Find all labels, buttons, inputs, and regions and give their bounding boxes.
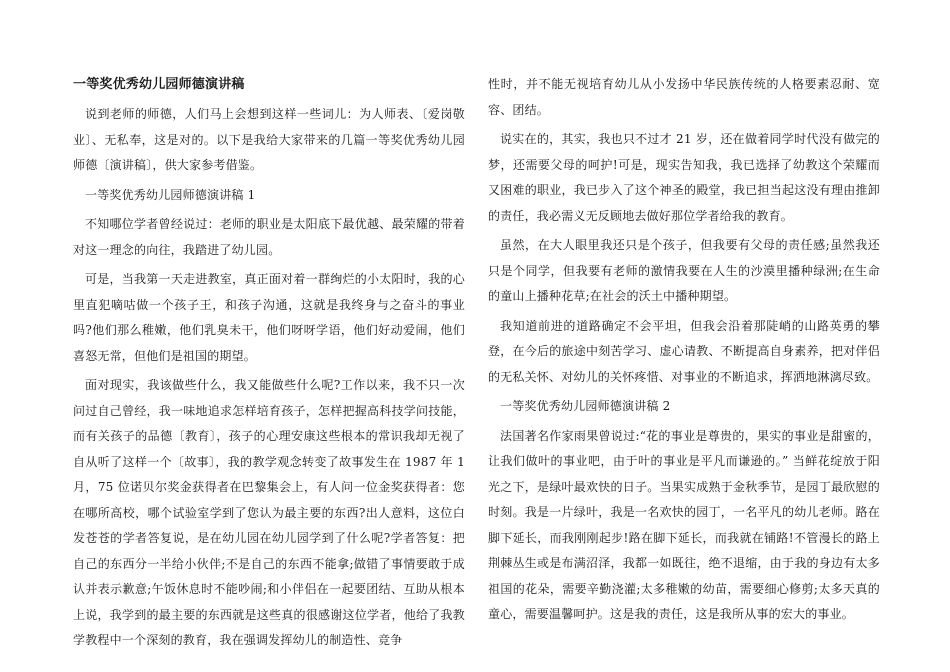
- body-paragraph: 不知哪位学者曾经说过：老师的职业是太阳底下最优越、最荣耀的带着对这一理念的向往，我踏进了幼儿园。: [73, 217, 465, 257]
- body-paragraph: 面对现实，我该做些什么，我又能做些什么呢?工作以来，我不只一次问过自己曾经，我一味地追求怎样培育孩子，怎样把握高科技学问技能，而有关孩子的品德〔教育〕，孩子的心理安康这些根本的常识我却无视了自从听了这样一个〔故事〕，我的教学观念转变了故事发生在 1987 年 1 月，75 位诺贝尔奖金获得者在巴黎集会上，有人问一位金奖获得者：您在哪所高校，哪个试验室学到了您认为最主要的东西?出人意料，这位白发苍苍的学者答复说，是在幼儿园在幼儿园学到了什么呢?学者答复：把自己的东西分一半给小伙伴;不是自己的东西不能拿;做错了事情要敢于成认并表示歉意;午饭休息时不能吵闹;和小伴侣在一起要团结、互助从根本上说，我学到的最主要的东西就是这些真的很感谢这位学者，他给了我教学教程中一个深刻的教育，我在强调发挥幼儿的制造性、竞争: [73, 378, 465, 647]
- left-column: [73, 72, 465, 658]
- section-heading-2: 一等奖优秀幼儿园师德演讲稿 2: [500, 399, 671, 413]
- body-paragraph: 法国著名作家雨果曾说过:“花的事业是尊贵的，果实的事业是甜蜜的，让我们做叶的事业吧，由于叶的事业是平凡而谦逊的。” 当鲜花绽放于阳光之下，是绿叶最欢快的日子。当果实成熟于金秋季节，是园丁最欣慰的时刻。我是一片绿叶，我是一名欢快的园丁，一名平凡的幼儿老师。路在脚下延长，而我刚刚起步!路在脚下延长，而我就在铺路!不管漫长的路上荆棘丛生或是布满沼泽，我都一如既往，绝不退缩，由于我的身边有太多祖国的花朵，需要辛勤浇灌;太多稚嫩的幼苗，需要细心修剪;太多天真的童心，需要温馨呵护。这是我的责任，这是我所从事的宏大的事业。: [488, 428, 880, 621]
- body-paragraph: 可是，当我第一天走进教室，真正面对着一群绚烂的小太阳时，我的心里直犯嘀咕做一个孩子王，和孩子沟通，这就是我终身与之奋斗的事业吗?他们那么稚嫩，他们乳臭未干，他们呀呀学语，他们好动爱闹，他们喜怒无常，但他们是祖国的期望。: [73, 272, 465, 363]
- intro-paragraph: 说到老师的师德，人们马上会想到这样一些词儿：为人师表、〔爱岗敬业〕、无私奉，这是对的。以下是我给大家带来的几篇一等奖优秀幼儿园师德〔演讲稿〕，供大家参考借鉴。: [73, 107, 465, 172]
- body-paragraph: 说实在的，其实，我也只不过才 21 岁，还在做着同学时代没有做完的梦，还需要父母的呵护!可是，现实告知我，我已选择了幼教这个荣耀而又困难的职业，我已步入了这个神圣的殿堂，我已担当起这没有理由推卸的责任，我必需义无反顾地去做好那位学者给我的教育。: [488, 132, 880, 223]
- document-title: 一等奖优秀幼儿园师德演讲稿: [73, 77, 245, 92]
- right-column: [488, 72, 880, 632]
- section-heading-1: 一等奖优秀幼儿园师德演讲稿 1: [85, 187, 256, 202]
- body-paragraph-continued: 性时，并不能无视培育幼儿从小发扬中华民族传统的人格要素忍耐、宽容、团结。: [488, 77, 880, 117]
- body-paragraph: 虽然，在大人眼里我还只是个孩子，但我要有父母的责任感;虽然我还只是个同学，但我要有老师的激情我要在人生的沙漠里播种绿洲;在生命的童山上播种花草;在社会的沃土中播种期望。: [488, 238, 880, 303]
- body-paragraph: 我知道前进的道路确定不会平坦，但我会沿着那陡峭的山路英勇的攀登，在今后的旅途中刻苦学习、虚心请教、不断提高自身素养，把对伴侣的无私关怀、对幼儿的关怀疼惜、对事业的不断追求，挥洒地淋漓尽致。: [488, 318, 880, 384]
